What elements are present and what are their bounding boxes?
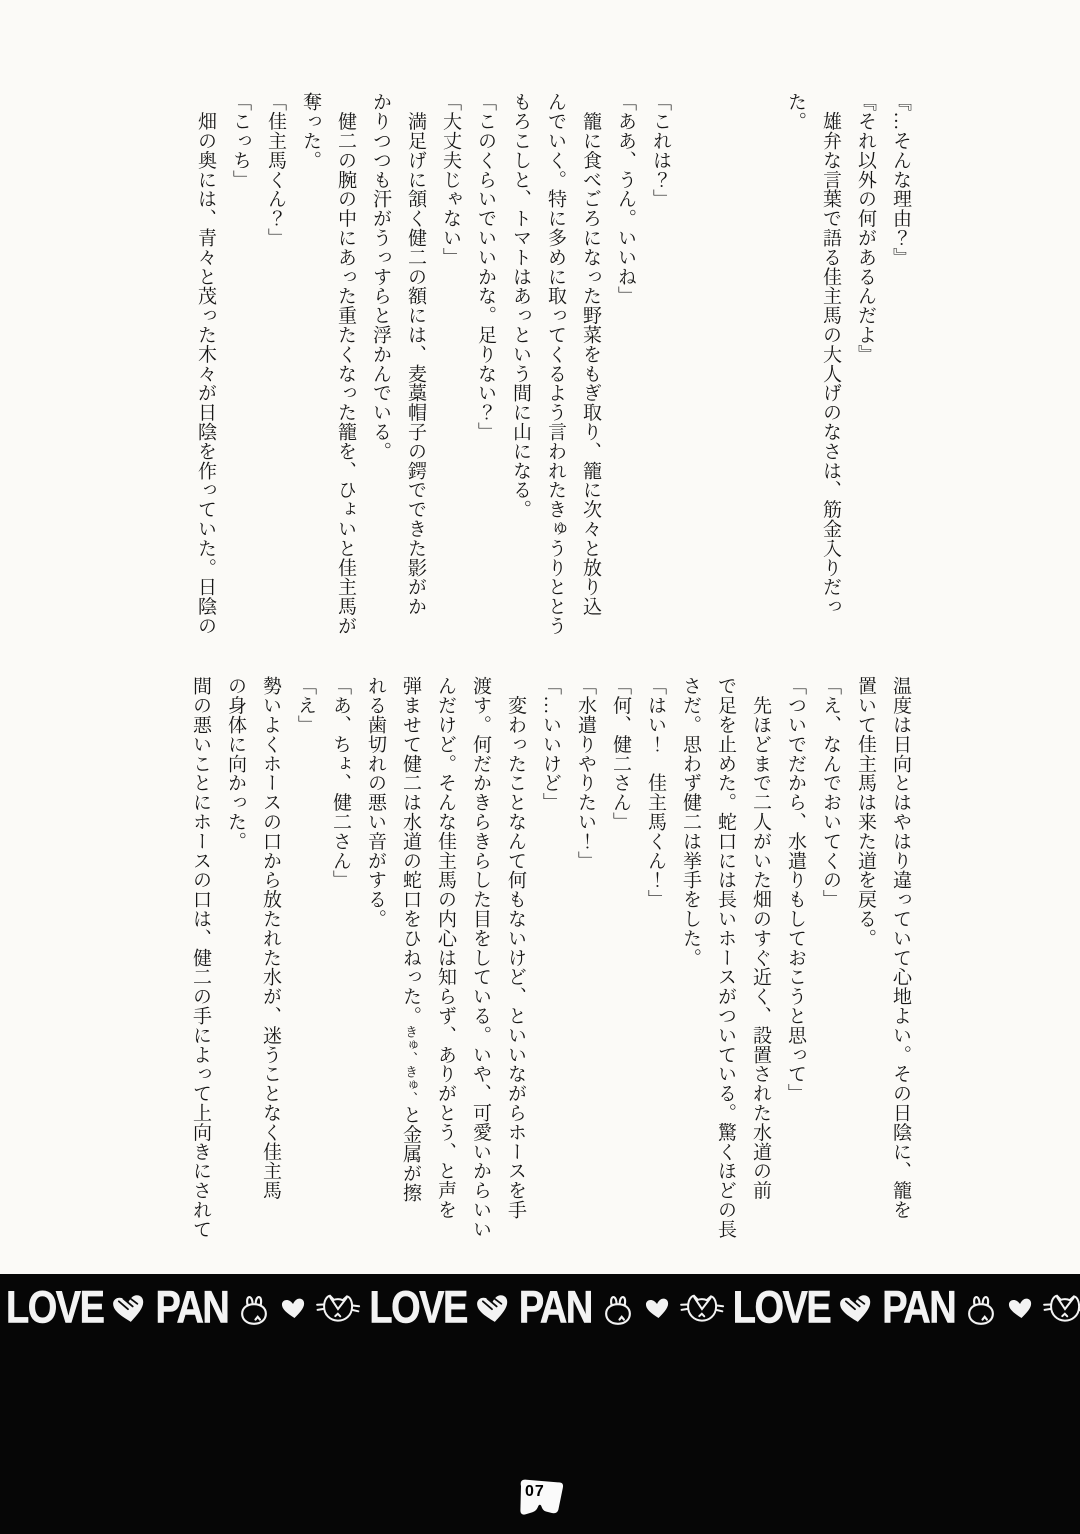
bunny-icon <box>236 1291 272 1327</box>
text-segment: 弾ませて健二は水道の蛇口をひねった。 <box>400 676 421 1026</box>
text-line: 「あ、ちょ、健二さん」 <box>330 676 351 890</box>
cat-icon <box>678 1291 725 1327</box>
love-pan-banner <box>6 1282 1080 1334</box>
love-wordmark: LOVE <box>732 1282 831 1334</box>
cat-icon <box>1042 1291 1080 1327</box>
text-line: 「何、健二さん」 <box>610 676 631 832</box>
solid-heart-icon <box>643 1295 672 1323</box>
text-line: 健二の腕の中にあった重たくなった籠を、ひょいと佳主馬が <box>335 92 356 636</box>
text-line: かりつつも汗がうっすらと浮かんでいる。 <box>370 92 391 461</box>
page-number: 07 <box>525 1483 545 1500</box>
text-line: 間の悪いことにホースの口は、健二の手によって上向きにされて <box>190 676 211 1239</box>
bunny-icon <box>963 1291 999 1327</box>
text-line: 置いて佳主馬は来た道を戻る。 <box>855 676 876 948</box>
vertical-text-block-bottom <box>183 676 918 1238</box>
text-line: 「え、なんでおいてくの」 <box>820 676 841 909</box>
bunny-icon <box>600 1291 636 1327</box>
text-line <box>393 676 428 1238</box>
love-wordmark: LOVE <box>369 1282 467 1334</box>
pan-wordmark: PAN <box>882 1282 956 1334</box>
text-segment: と金属が擦 <box>400 1105 421 1203</box>
text-line: 「はい！ 佳主馬くん！」 <box>645 676 666 909</box>
vertical-text-block-top <box>188 92 918 648</box>
solid-heart-icon <box>279 1295 308 1323</box>
text-line: で足を止めた。蛇口には長いホースがついている。驚くほどの長 <box>715 676 736 1239</box>
love-wordmark: LOVE <box>6 1282 104 1334</box>
text-line: 「え」 <box>295 676 316 735</box>
footer-bar <box>0 1274 1080 1534</box>
onomatopoeia-small-text: きゅ、きゅ、 <box>403 1025 418 1106</box>
text-line: た。 <box>785 92 806 131</box>
text-line: 「これは？」 <box>650 92 671 209</box>
text-line: 畑の奥には、青々と茂った木々が日陰を作っていた。日陰の <box>195 92 216 636</box>
text-line: 「佳主馬くん？」 <box>265 92 286 248</box>
text-line: 「このくらいでいいかな。足りない？」 <box>475 92 496 442</box>
text-line: 渡す。何だかきらきらした目をしている。いや、可愛いからいい <box>470 676 491 1239</box>
text-line: 温度は日向とはやはり違っていて心地よい。その日陰に、籠を <box>890 676 911 1220</box>
text-line: 『…そんな理由？』 <box>890 92 911 267</box>
sketch-heart-icon <box>109 1289 149 1328</box>
text-line: 満足げに頷く健二の額には、麦藁帽子の鍔でできた影がか <box>405 92 426 616</box>
page-number-badge <box>515 1477 567 1517</box>
text-line: さだ。思わず健二は挙手をした。 <box>680 676 701 967</box>
pan-wordmark: PAN <box>155 1282 229 1334</box>
text-line: 籠に食べごろになった野菜をもぎ取り、籠に次々と放り込 <box>580 92 601 616</box>
text-line: 雄弁な言葉で語る佳主馬の大人げのなさは、筋金入りだっ <box>820 92 841 616</box>
text-line: 『それ以外の何があるんだよ』 <box>855 92 876 364</box>
text-line: 「ああ、うん。いいね」 <box>615 92 636 306</box>
text-line: れる歯切れの悪い音がする。 <box>365 676 386 929</box>
cat-icon <box>315 1291 362 1327</box>
text-line: 変わったことなんて何もないけど、といいながらホースを手 <box>505 676 526 1220</box>
text-line: んだけど。そんな佳主馬の内心は知らず、ありがとう、と声を <box>435 676 456 1220</box>
sketch-heart-icon <box>473 1289 513 1328</box>
text-line: 勢いよくホースの口から放たれた水が、迷うことなく佳主馬 <box>260 676 281 1200</box>
text-line: 「大丈夫じゃない」 <box>440 92 461 267</box>
text-line: 奪った。 <box>300 92 321 170</box>
text-line: 「ついでだから、水遣りもしておこうと思って」 <box>785 676 806 1103</box>
text-line: もろこしと、トマトはあっという間に山になる。 <box>510 92 531 519</box>
sketch-heart-icon <box>836 1289 876 1328</box>
pan-wordmark: PAN <box>518 1282 592 1334</box>
text-line: 「こっち」 <box>230 92 251 189</box>
text-line: の身体に向かった。 <box>225 676 246 851</box>
solid-heart-icon <box>1006 1295 1035 1323</box>
text-line: んでいく。特に多めに取ってくるよう言われたきゅうりととう <box>545 92 566 636</box>
text-line: 「水遣りやりたい！」 <box>575 676 596 870</box>
text-line: 「…いいけど」 <box>540 676 561 812</box>
text-line: 先ほどまで二人がいた畑のすぐ近く、設置された水道の前 <box>750 676 771 1200</box>
